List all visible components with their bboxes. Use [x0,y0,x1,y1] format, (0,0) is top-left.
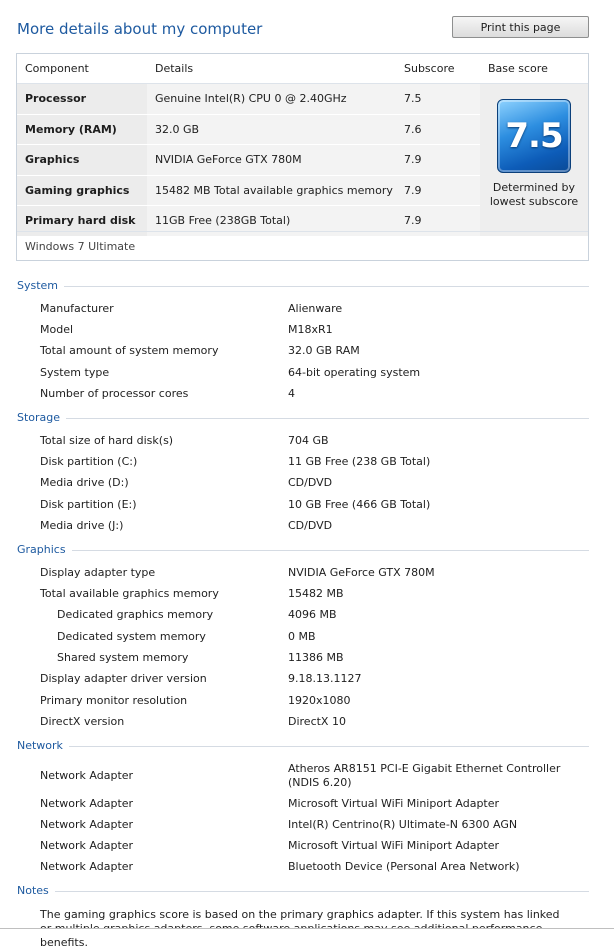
detail-label: Model [40,323,74,336]
detail-value: 15482 MB [288,587,344,600]
header-component: Component [17,54,147,84]
detail-label: Network Adapter [40,769,134,782]
detail-label: Manufacturer [40,302,114,315]
detail-value: Bluetooth Device (Personal Area Network) [288,860,520,873]
component-details: Genuine Intel(R) CPU 0 @ 2.40GHz [147,84,396,115]
detail-label: Number of processor cores [40,387,189,400]
detail-value: 4096 MB [288,608,337,621]
detail-value: 9.18.13.1127 [288,672,362,685]
component-details: 15482 MB Total available graphics memory [147,175,396,206]
score-table [17,54,588,237]
detail-label: Primary monitor resolution [40,694,188,707]
detail-label: Shared system memory [57,651,189,664]
detail-value: M18xR1 [288,323,333,336]
base-score-value: 7.5 [505,116,563,156]
detail-label: DirectX version [40,715,125,728]
component-details: 32.0 GB [147,114,396,145]
detail-label: Total size of hard disk(s) [40,434,174,447]
detail-value: 1920x1080 [288,694,351,707]
detail-label: Network Adapter [40,860,134,873]
page-title: More details about my computer [17,20,263,38]
print-page-button[interactable]: Print this page [452,16,589,38]
detail-value: Microsoft Virtual WiFi Miniport Adapter [288,797,500,810]
section-title: Graphics [17,543,72,556]
detail-value: 64-bit operating system [288,366,421,379]
detail-label: Display adapter type [40,566,156,579]
notes-text: The gaming graphics score is based on the primary graphics adapter. If this system has linked benefits. [40,908,560,949]
header-subscore: Subscore [396,54,480,84]
header-base-score: Base score [480,54,588,84]
component-subscore: 7.9 [396,145,480,176]
base-score-note: Determined by lowest subscore [489,181,579,208]
detail-value: Intel(R) Centrino(R) Ultimate-N 6300 AGN [288,818,518,831]
detail-label: Disk partition (E:) [40,498,137,511]
detail-label: Network Adapter [40,797,134,810]
detail-label: Display adapter driver version [40,672,207,685]
detail-label: Total amount of system memory [40,344,219,357]
component-subscore: 7.6 [396,114,480,145]
component-name: Graphics [17,145,147,176]
os-edition: Windows 7 Ultimate [17,231,588,260]
detail-value: 704 GB [288,434,329,447]
component-details: NVIDIA GeForce GTX 780M [147,145,396,176]
detail-value: 4 [288,387,295,400]
detail-label: Disk partition (C:) [40,455,138,468]
component-name: Gaming graphics [17,175,147,206]
component-name: Memory (RAM) [17,114,147,145]
detail-label: System type [40,366,110,379]
score-summary-box [16,53,589,261]
component-subscore: 7.5 [396,84,480,115]
section-title: Notes [17,884,55,897]
detail-label: Network Adapter [40,839,134,852]
component-name: Primary hard disk [17,206,147,237]
detail-value: CD/DVD [288,519,333,532]
detail-label: Dedicated system memory [57,630,206,643]
detail-label: Total available graphics memory [40,587,219,600]
component-subscore: 7.9 [396,175,480,206]
detail-value: Alienware [288,302,343,315]
detail-label: Media drive (J:) [40,519,124,532]
score-table-header [17,54,588,84]
detail-value: NVIDIA GeForce GTX 780M [288,566,435,579]
detail-value: Microsoft Virtual WiFi Miniport Adapter [288,839,500,852]
component-subscore: 7.9 [396,206,480,237]
detail-value: 0 MB [288,630,316,643]
detail-value: 32.0 GB RAM [288,344,360,357]
detail-value: Atheros AR8151 PCI-E Gigabit Ethernet Controller (NDIS 6.20) [288,762,561,789]
detail-value: CD/DVD [288,476,333,489]
detail-value: 10 GB Free (466 GB Total) [288,498,431,511]
base-score-cell [480,84,588,237]
window-bottom-edge [0,928,614,934]
detail-label: Media drive (D:) [40,476,129,489]
windows-experience-index-badge-icon [497,99,571,173]
detail-label: Dedicated graphics memory [57,608,214,621]
detail-value: DirectX 10 [288,715,346,728]
detail-value: 11 GB Free (238 GB Total) [288,455,431,468]
header-details: Details [147,54,396,84]
component-name: Processor [17,84,147,115]
component-details: 11GB Free (238GB Total) [147,206,396,237]
detail-value: 11386 MB [288,651,344,664]
detail-label: Network Adapter [40,818,134,831]
section-title: Network [17,739,69,752]
section-title: Storage [17,411,66,424]
score-row-processor [17,84,588,115]
section-title: System [17,279,64,292]
